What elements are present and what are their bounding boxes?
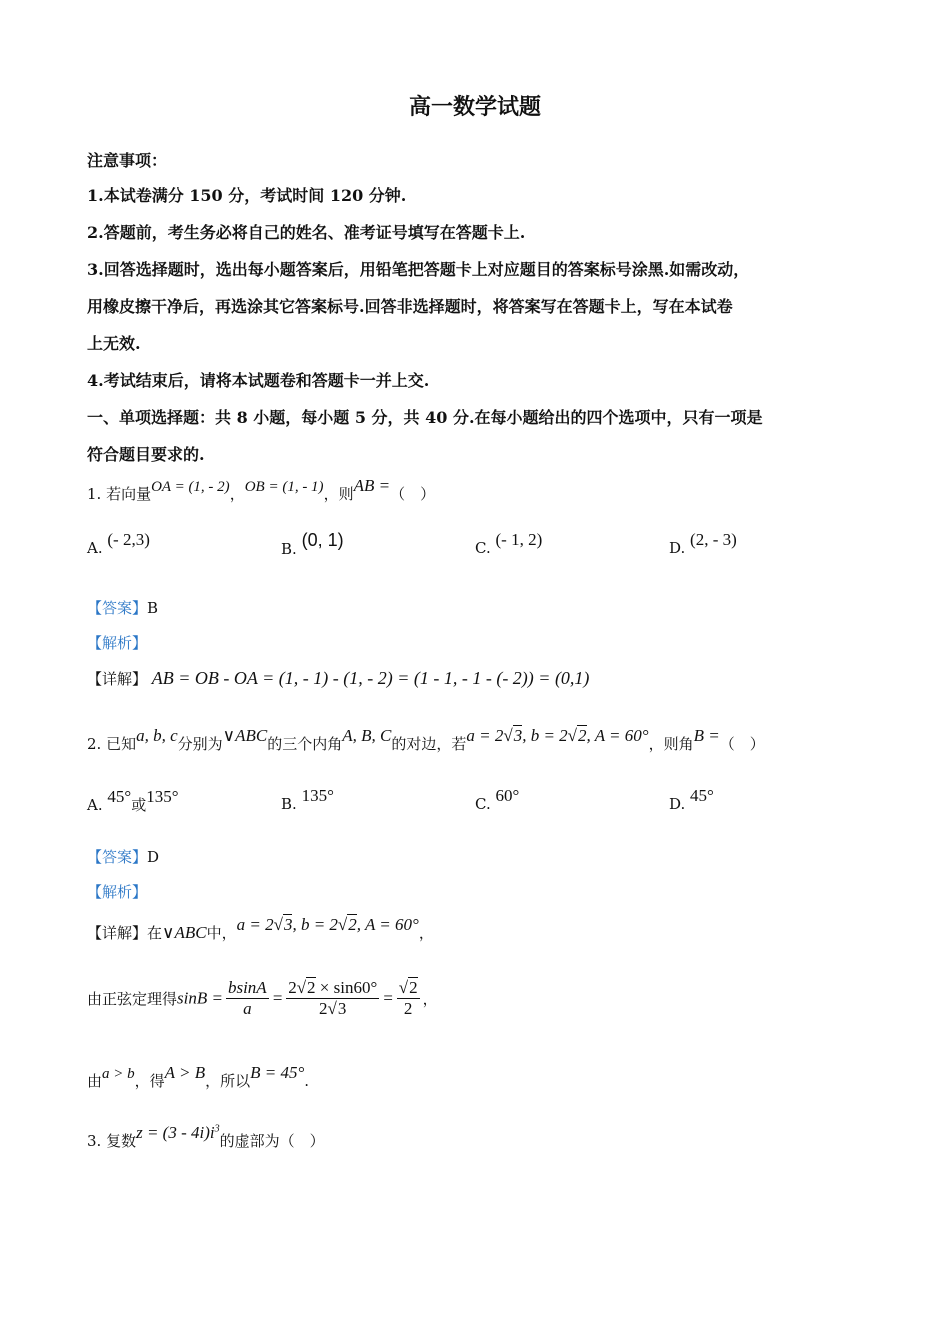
q2-triangle: ∨ABC [222, 726, 268, 745]
section-heading: 一、单项选择题：共 8 小题，每小题 5 分，共 40 分.在每小题给出的四个选项中，只有一项是 [87, 408, 763, 427]
q1-comma: ， [229, 485, 245, 503]
q1-option-c: C. (- 1, 2) [475, 530, 543, 557]
q1-vector-oa: OA = (1, - 2) [151, 479, 230, 495]
notice-item: 1.本试卷满分 150 分，考试时间 120 分钟. [87, 186, 407, 205]
q3-expression: $z = (3 - 4i)i^3$ [136, 1123, 220, 1142]
q2-option-b: B. 135° [281, 786, 334, 813]
q2-sine-rule: 由正弦定理得sinB = $\frac{bsinA}{a}$ = $\frac{2√2 \times \sin 60^\circ}{2√3}$ = $\frac{√2}{2}$ ， [87, 978, 438, 1018]
q2-condition: a = 2√3, b = 2√2, A = 60° [466, 726, 649, 745]
q2-conclusion: 由a > b，得A > B，所以B = 45°. [87, 1063, 310, 1090]
q2-answer: 【答案】D [87, 848, 160, 866]
q2-angles: A, B, C [342, 726, 392, 745]
fraction: $\frac{2√2 \times \sin 60^\circ}{2√3}$ [288, 978, 378, 1018]
detail-label: 【详解】 [87, 670, 148, 688]
q1-answer-value: B [147, 599, 159, 617]
q1-option-c-value: (- 1, 2) [495, 530, 543, 549]
q1-detail [87, 668, 589, 689]
notice-item: 2.答题前，考生务必将自己的姓名、准考证号填写在答题卡上. [87, 223, 526, 242]
q1-prefix: 1. 若向量 [87, 485, 152, 503]
q1-option-b-value: (0, 1) [301, 530, 344, 550]
question-1 [87, 476, 436, 504]
q1-option-d-value: (2, - 3) [690, 530, 737, 549]
q2-sides: a, b, c [136, 726, 178, 745]
fraction: $\frac{√2}{2}$ [398, 978, 418, 1018]
q1-vector-ob: OB = (1, - 1) [244, 479, 324, 495]
q2-detail: 【详解】在∨ABC中，a = 2√3, b = 2√2, A = 60°， [87, 915, 434, 942]
q2-option-d: D. 45° [669, 786, 714, 813]
q2-analysis-label: 【解析】 [87, 883, 148, 901]
q1-analysis-label: 【解析】 [87, 634, 148, 652]
answer-label: 【答案】 [87, 599, 148, 617]
q1-paren: （ ） [390, 485, 436, 503]
question-2: 2. 已知a, b, c分别为∨ABC的三个内角A, B, C的对边，若a = 2√3, b = 2√2, A = 60°，则角B =（ ） [87, 726, 765, 753]
notice-item: 用橡皮擦干净后，再选涂其它答案标号.回答非选择题时，将答案写在答题卡上，写在本试卷 [87, 297, 733, 316]
fraction: $\frac{bsinA}{a}$ [227, 978, 267, 1018]
q1-then: ，则 [323, 485, 354, 503]
q2-option-a: A. 45°或135° [87, 787, 179, 814]
notice-item: 上无效. [87, 334, 141, 353]
q2-target: B = [693, 726, 720, 745]
q2-option-c: C. 60° [475, 786, 520, 813]
section-heading-cont: 符合题目要求的. [87, 445, 205, 464]
q1-option-b: B. (0, 1) [281, 530, 344, 558]
q1-option-a: A. (- 2,3) [87, 530, 150, 557]
notice-heading: 注意事项： [87, 151, 168, 170]
q1-vector-ab: AB = [353, 476, 391, 495]
q2-answer-value: D [147, 848, 160, 866]
notice-item: 3.回答选择题时，选出每小题答案后，用铅笔把答题卡上对应题目的答案标号涂黑.如需改动， [87, 260, 750, 279]
question-3: 3. 复数$z = (3 - 4i)i^3$的虚部为（ ） [87, 1123, 325, 1150]
q1-option-d: D. (2, - 3) [669, 530, 737, 557]
q1-option-a-value: (- 2,3) [107, 530, 150, 549]
q1-answer [87, 597, 158, 618]
q1-detail-formula: AB = OB - OA = (1, - 1) - (1, - 2) = (1 - 1, - 1 - (- 2)) = (0,1) [151, 668, 590, 688]
page-title: 高一数学试题 [408, 94, 541, 120]
notice-item: 4.考试结束后，请将本试题卷和答题卡一并上交. [87, 371, 430, 390]
